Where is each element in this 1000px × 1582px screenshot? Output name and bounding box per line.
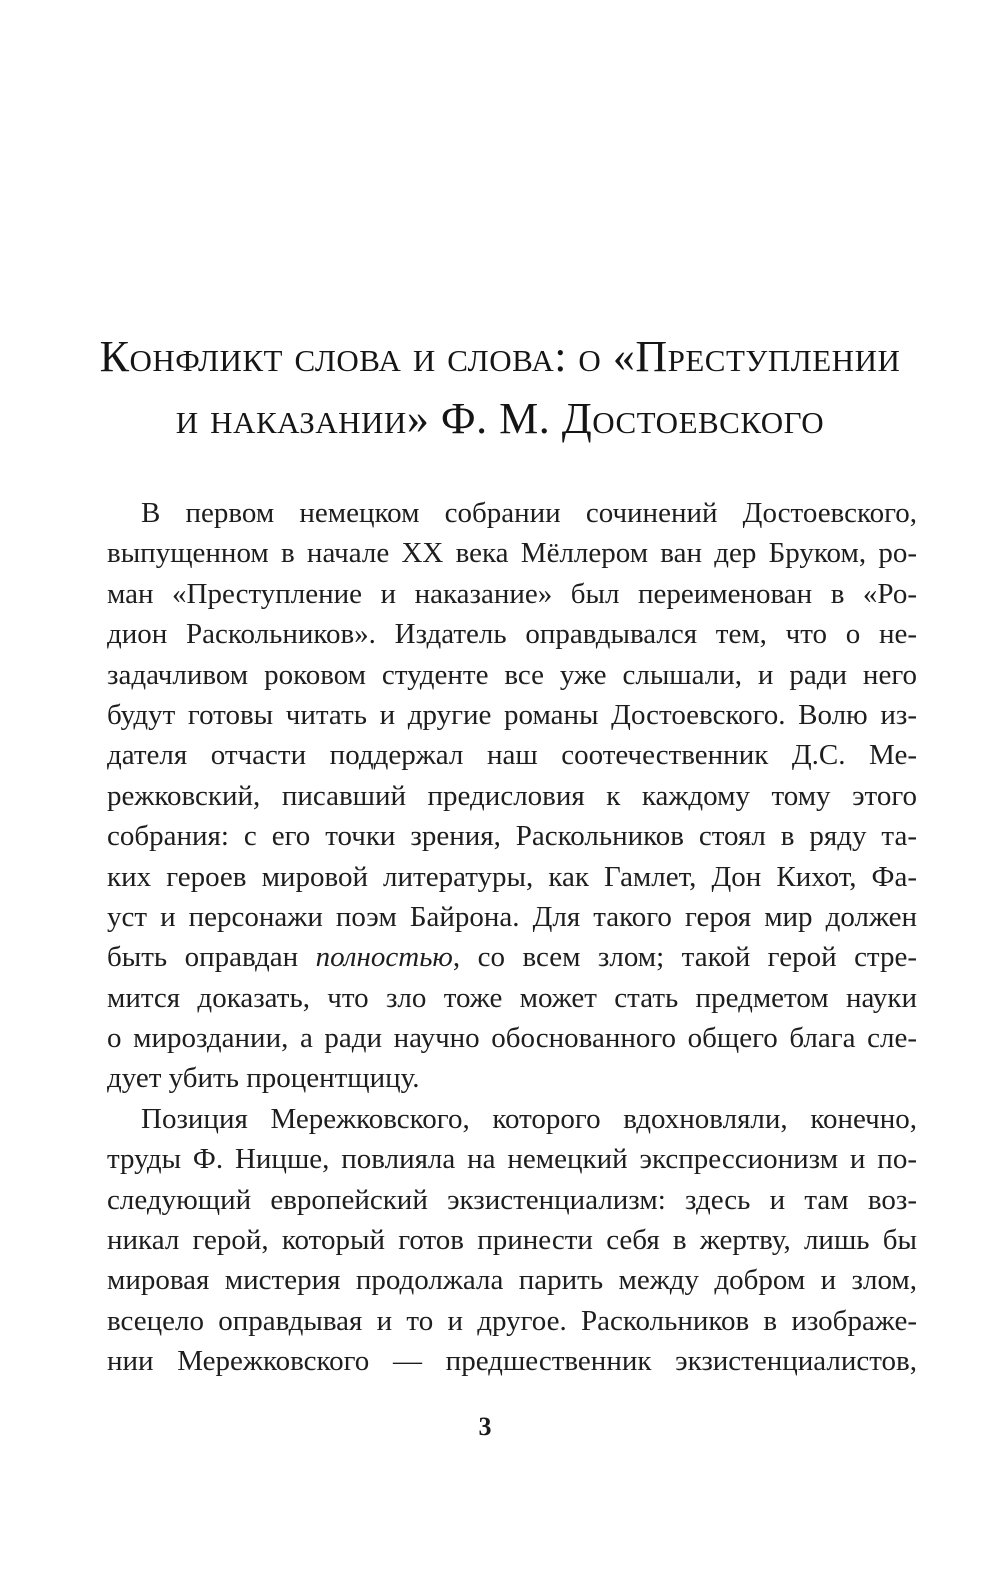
page-number: 3: [478, 1412, 492, 1441]
text-line: режковский, писавший предисловия к каждому тому этого: [107, 779, 917, 812]
text-line: труды Ф. Ницше, повлияла на немецкий экспрессионизм и по-: [107, 1143, 917, 1176]
paragraph-1: [107, 493, 917, 1099]
text-fragment: быть оправдан: [107, 941, 316, 974]
text-line: мировая мистерия продолжала парить между добром и злом,: [107, 1264, 917, 1297]
text-line: мится доказать, что зло тоже может стать предметом науки: [107, 981, 917, 1014]
text-line: задачливом роковом студенте все уже слышали, и ради него: [107, 658, 917, 691]
text-line: будут готовы читать и другие романы Достоевского. Волю из-: [107, 698, 917, 731]
text-line: [107, 937, 917, 977]
text-line: выпущенном в начале XX века Мёллером ван дер Бруком, ро-: [107, 537, 917, 570]
text-fragment: , со всем злом; такой герой стре-: [452, 941, 917, 974]
text-line: дателя отчасти поддержал наш соотечественник Д.С. Ме-: [107, 739, 917, 772]
text-line: ких героев мировой литературы, как Гамлет, Дон Кихот, Фа-: [107, 860, 917, 893]
emphasis-text: полностью: [315, 941, 453, 974]
text-line: никал герой, который готов принести себя в жертву, лишь бы: [107, 1224, 917, 1257]
paragraph-2: [107, 1099, 917, 1382]
chapter-title-line-1: Конфликт слова и слова: о «Преступлении: [99, 332, 901, 381]
text-line: всецело оправдывая и то и другое. Раскольников в изображе-: [107, 1304, 917, 1337]
text-line: собрания: с его точки зрения, Раскольников стоял в ряду та-: [107, 820, 917, 853]
text-line: В первом немецком собрании сочинений Достоевского,: [141, 497, 917, 529]
body-text: [107, 493, 917, 1382]
text-line: следующий европейский экзистенциализм: здесь и там воз-: [107, 1183, 917, 1216]
text-line: о мироздании, а ради научно обоснованного общего блага сле-: [107, 1022, 917, 1055]
chapter-title-line-2: и наказании» Ф. М. Достоевского: [175, 394, 825, 443]
chapter-title: [70, 326, 930, 450]
text-line: ман «Преступление и наказание» был переименован в «Ро-: [107, 577, 917, 610]
text-line: дион Раскольников». Издатель оправдывался тем, что о не-: [107, 618, 917, 651]
text-line: уст и персонажи поэм Байрона. Для такого героя мир должен: [107, 900, 917, 933]
text-line: нии Мережковского — предшественник экзистенциалистов,: [107, 1345, 917, 1378]
text-line: дует убить процентщицу.: [107, 1062, 420, 1095]
text-line: Позиция Мережковского, которого вдохновляли, конечно,: [141, 1102, 917, 1135]
